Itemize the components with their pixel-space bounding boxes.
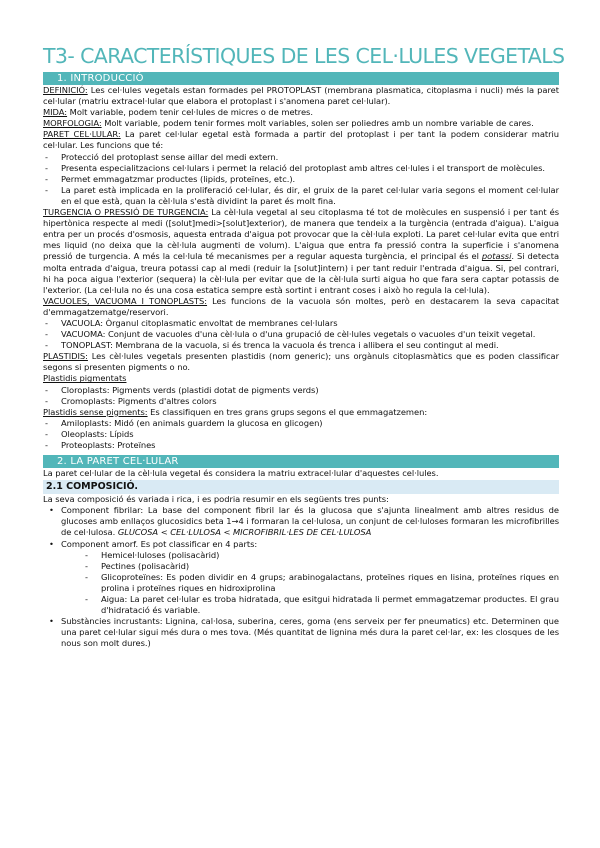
- potassi-term: potassi: [481, 251, 512, 262]
- vacuoles-list: [43, 318, 559, 351]
- paret-text: La paret cel·lular egetal està formada a partir del protoplast i per tant la podem considerar matriu cel·lular. Les funcions que té:: [43, 129, 559, 151]
- list-item: - Permet emmagatzmar productes (lipids, proteïnes, etc.).: [43, 174, 559, 185]
- mida-label: MIDA:: [43, 107, 68, 118]
- tonoplast-text: Membrana de la vacuola, si és trenca la vacuola és trenca i allibera el seu contingut al medi.: [112, 340, 499, 351]
- vacuola-text: Òrganul citoplasmatic envoltat de membranes cel·lulars: [103, 317, 338, 328]
- definicio-paragraph: [43, 85, 559, 107]
- amorf-text: Component amorf. Es pot classificar en 4 parts:: [61, 538, 258, 549]
- list-item: [43, 329, 559, 340]
- sense-pigments-list: [43, 418, 559, 451]
- list-item: - Protecció del protoplast sense aillar del medi extern.: [43, 152, 559, 163]
- morfologia-paragraph: [43, 118, 559, 129]
- list-item: - Cloroplasts: Pigments verds (plastidi dotat de pigments verds): [43, 385, 559, 396]
- paret-label: PARET CEL·LULAR:: [43, 129, 121, 140]
- list-item: - Oleoplasts: Lípids: [43, 429, 559, 440]
- vacuoles-text: Les funcions de la vacuola són moltes, però en destacarem la seva capacitat d'emmagatzematge/reservori.: [43, 295, 560, 317]
- list-item: • Substàncies incrustants: Lignina, cal·losa, suberina, ceres, goma (ens serveix per fer pneumatics) etc. Determinen que una paret cel·lular sigui més dura o mes tova. (Més quantitat de lignina més dura la paret cel·lar, ex: les closques de les nous son molt dures.): [43, 616, 559, 649]
- tonoplast-term: TONOPLAST:: [61, 340, 113, 351]
- plastidis-label: PLASTIDIS:: [43, 351, 88, 362]
- list-item: - La paret està implicada en la proliferació cel·lular, és dir, el gruix de la paret cel·lular varia segons el moment cel·lular en el que està, quan la cèl·lula s'està dividint la paret és molt fina.: [43, 185, 559, 207]
- subsection-heading-composicio: 2.1 COMPOSICIÓ.: [43, 480, 559, 494]
- document-page: [43, 44, 565, 650]
- page-title: T3- CARACTERÍSTIQUES DE LES CEL·LULES VEGETALS: [43, 44, 565, 68]
- list-item: - Hemicel·luloses (polisacàrid): [81, 550, 559, 561]
- list-item: - Amiloplasts: Midó (en animals guardem la glucosa en glicogen): [43, 418, 559, 429]
- sense-pigments-text: Es classifiquen en tres grans grups segons el que emmagatzemen:: [147, 406, 428, 417]
- list-item: [43, 539, 559, 550]
- composicio-list: [43, 505, 559, 549]
- vacuoma-text: Conjunt de vacuoles d'una cèl·lula o d'una grupació de cèl·lules vegetals o vacuoles d'un teixit vegetal.: [105, 329, 536, 340]
- incrustants-list: [43, 616, 559, 649]
- section-heading-paret: 2. LA PARET CEL·LULAR: [43, 455, 559, 468]
- section-heading-introduccio: 1. INTRODUCCIÓ: [43, 72, 559, 85]
- plastidis-text: Les cèl·lules vegetals presenten plastidis (nom generic); uns orgànuls citoplasmàtics que es poden classificar segons si presenten pigments o no.: [43, 351, 559, 373]
- vacuoma-term: VACUOMA:: [61, 329, 106, 340]
- definicio-text: Les cel·lules vegetals estan formades pel PROTOPLAST (membrana plasmatica, citoplasma i nucli) més la paret cel·lular (matriu extracel·lular que elabora el protoplast i s'anomena paret cel·lular).: [43, 85, 559, 107]
- sense-pigments-label: Plastidis sense pigments:: [43, 406, 148, 417]
- list-item: [43, 340, 559, 351]
- list-item: - Presenta especialitzacions cel·lulars i permet la relació del protoplast amb altres cel·lules i el transport de molècules.: [43, 163, 559, 174]
- paret-funcions-list: [43, 152, 559, 207]
- mida-text: Molt variable, podem tenir cel·lules de micres o de metres.: [67, 107, 313, 118]
- turgencia-paragraph: [43, 207, 559, 296]
- morfologia-text: Molt variable, podem tenir formes molt variables, solen ser poliedres amb un nombre variable de cares.: [101, 118, 534, 129]
- paret-intro-paragraph: La paret cel·lular de la cèl·lula vegetal és considera la matriu extracel·lular d'aquestes cel·lules.: [43, 468, 439, 479]
- composicio-intro: La seva composició és variada i rica, i es podria resumir en els següents tres punts:: [43, 494, 389, 505]
- pigmentats-list: [43, 385, 559, 407]
- sense-pigments-paragraph: [43, 407, 559, 418]
- list-item: - Pectines (polisacàrid): [81, 561, 559, 572]
- list-item: [43, 318, 559, 329]
- list-item: - Glicoproteïnes: Es poden dividir en 4 grups; arabinogalactans, proteïnes riques en lisina, proteïnes riques en prolina i proteïnes riques en hidroxiprolina: [81, 572, 559, 594]
- paret-paragraph: [43, 129, 559, 151]
- turgencia-text-2: . Si detecta molta entrada d'aigua, treura potassi cap al medi (reduir la [solut]intern) i per tant reduir l'entrada d'aigua. Si, pel contrari, hi ha poca aigua l'exterior (sequera) la cèl·lula per evitar que de la cèl·lula surti aigua ho que fara sera captar potassis de l'exterior. (La cel·lula no és una cosa estatica sempre està sortint i entrant coses i això ho regula la cel·lula).: [43, 251, 560, 295]
- list-item: - Proteoplasts: Proteïnes: [43, 440, 559, 451]
- mida-paragraph: [43, 107, 559, 118]
- plastidis-paragraph: [43, 351, 559, 373]
- fibrilar-text: Component fibrilar: La base del component fibril lar és la glucosa que s'ajunta linealment amb altres residus de glucoses amb enllaços glucosidics beta 1→4 i formaran la cel·lulosa, un conjunt de cel·luloses formaran les microfibrilles de cel·lulosa.: [61, 505, 559, 538]
- list-item: [43, 505, 559, 538]
- list-item: - Cromoplasts: Pigments d'altres colors: [43, 396, 559, 407]
- amorf-list: [81, 550, 559, 617]
- pigmentats-label: Plastidis pigmentats: [43, 373, 127, 384]
- list-item: - Aigua: La paret cel·lular es troba hidratada, que esitgui hidratada li permet emmagatzemar productes. El grau d'hidratació és variable.: [81, 594, 559, 616]
- definicio-label: DEFINICIÓ:: [43, 85, 88, 95]
- vacuoles-label: VACUOLES, VACUOMA I TONOPLASTS:: [43, 295, 208, 306]
- turgencia-label: TURGENCIA O PRESSIÓ DE TURGENCIA:: [43, 207, 209, 218]
- fibrilar-italic: GLUCOSA < CEL·LULOSA < MICROFIBRIL·LES DE CEL·LULOSA: [115, 527, 372, 538]
- vacuoles-paragraph: [43, 296, 559, 318]
- pigmentats-heading: [43, 373, 559, 384]
- vacuola-term: VACUOLA:: [61, 317, 104, 328]
- turgencia-text-1: La cèl·lula vegetal al seu citoplasma té tot de molècules en suspensió i per tant és hipertònica respecte al medi ([solut]medi>[solut]exterior), de manera que tendeix a la turgència (entrada d'aigua). L'aigua entra per un procés d'osmosis, aquesta entrada d'aigua pot provocar que la cèl·lula exploti. La paret cel·lular evita que entri mes liquid (no deixa que la cèl·lula augmenti de volum). L'aigua que entra fa pressió contra la superficie i s'anomena pressió de turgencia. A més la cel·lula té mecanismes per a regular aquesta turgència, el principal és el: [43, 207, 560, 262]
- morfologia-label: MORFOLOGIA:: [43, 118, 102, 129]
